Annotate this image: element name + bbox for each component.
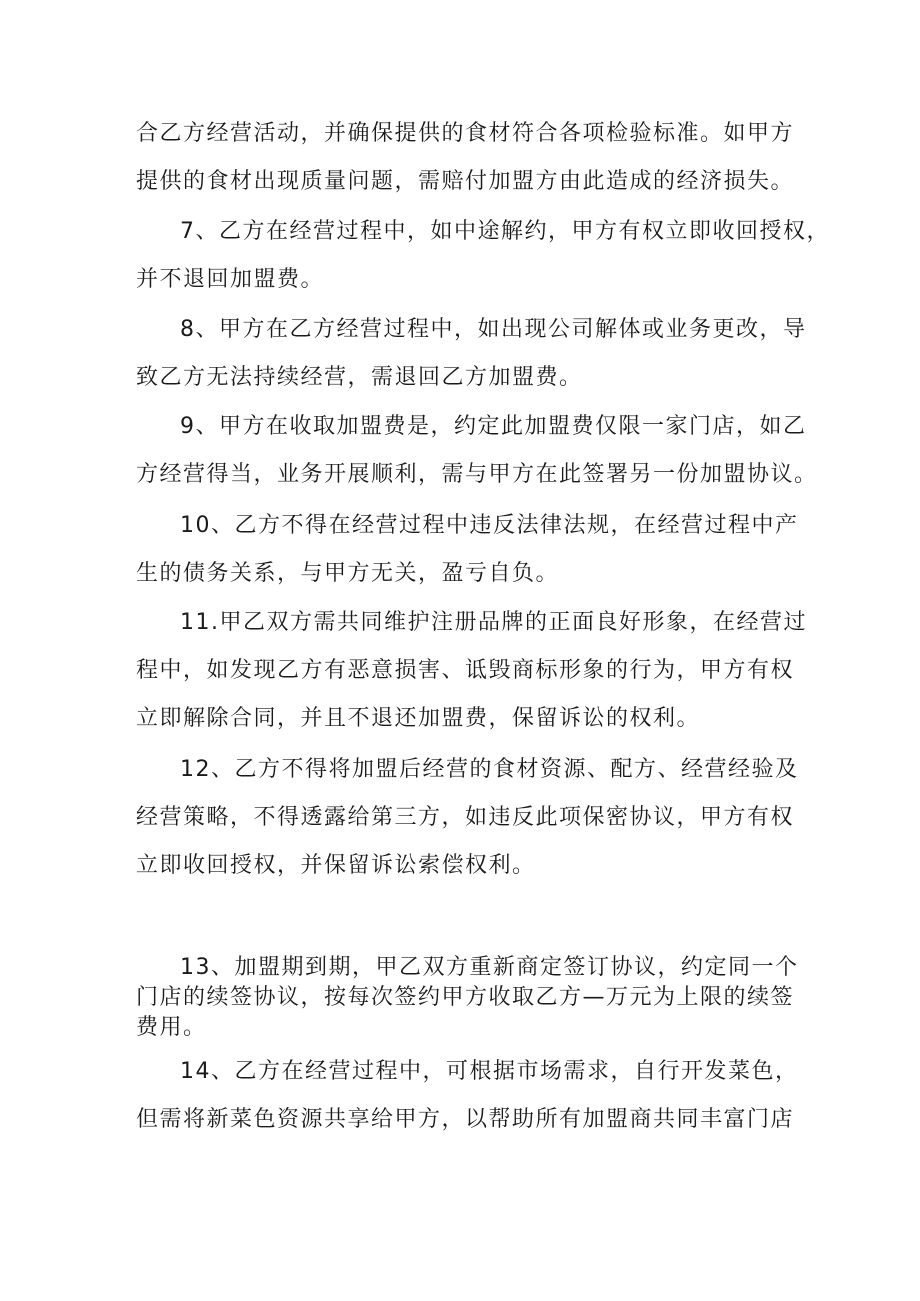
paragraph-10 — [136, 502, 799, 598]
paragraph-11 — [136, 599, 807, 743]
paragraph-line: 程中，如发现乙方有恶意损害、诋毁商标形象的行为，甲方有权 — [136, 658, 795, 683]
paragraph-line: 费用。 — [136, 1015, 207, 1040]
paragraph-12 — [136, 746, 799, 890]
paragraph-line: 7、乙方在经营过程中，如中途解约，甲方有权立即收回授权， — [180, 219, 830, 244]
paragraph-line: 13、加盟期到期，甲乙双方重新商定签订协议，约定同一个 — [180, 955, 799, 980]
paragraph-line: 立即解除合同，并且不退还加盟费，保留诉讼的权利。 — [136, 706, 701, 731]
paragraph-line: 方经营得当，业务开展顺利，需与甲方在此签署另一份加盟协议。 — [136, 462, 818, 487]
paragraph-8 — [136, 306, 807, 402]
paragraph-line: 生的债务关系，与甲方无关，盈亏自负。 — [136, 561, 560, 586]
paragraph-line: 10、乙方不得在经营过程中违反法律法规，在经营过程中产 — [180, 513, 799, 538]
paragraph-13 — [136, 953, 799, 1043]
paragraph-line: 合乙方经营活动，并确保提供的食材符合各项检验标准。如甲方 — [136, 121, 795, 146]
paragraph-line: 但需将新菜色资源共享给甲方，以帮助所有加盟商共同丰富门店 — [136, 1107, 795, 1132]
paragraph-line: 并不退回加盟费。 — [136, 267, 325, 292]
paragraph-line: 12、乙方不得将加盟后经营的食材资源、配方、经营经验及 — [180, 757, 799, 782]
paragraph-7 — [136, 208, 830, 304]
paragraph-line: 8、甲方在乙方经营过程中，如出现公司解体或业务更改，导 — [180, 317, 807, 342]
paragraph-line: 立即收回授权，并保留诉讼索偿权利。 — [136, 853, 536, 878]
paragraph-14 — [136, 1048, 799, 1144]
paragraph-6-continued — [136, 110, 795, 206]
paragraph-line: 14、乙方在经营过程中，可根据市场需求，自行开发菜色， — [180, 1059, 799, 1084]
paragraph-line: 提供的食材出现质量问题，需赔付加盟方由此造成的经济损失。 — [136, 169, 795, 194]
paragraph-9 — [136, 403, 818, 499]
paragraph-line: 致乙方无法持续经营，需退回乙方加盟费。 — [136, 365, 583, 390]
paragraph-line: 9、甲方在收取加盟费是，约定此加盟费仅限一家门店，如乙 — [180, 414, 807, 439]
paragraph-line: 11.甲乙双方需共同维护注册品牌的正面良好形象，在经营过 — [180, 610, 807, 635]
paragraph-line: 经营策略，不得透露给第三方，如违反此项保密协议，甲方有权 — [136, 805, 795, 830]
paragraph-line: 门店的续签协议，按每次签约甲方收取乙方—万元为上限的续签 — [136, 985, 795, 1010]
